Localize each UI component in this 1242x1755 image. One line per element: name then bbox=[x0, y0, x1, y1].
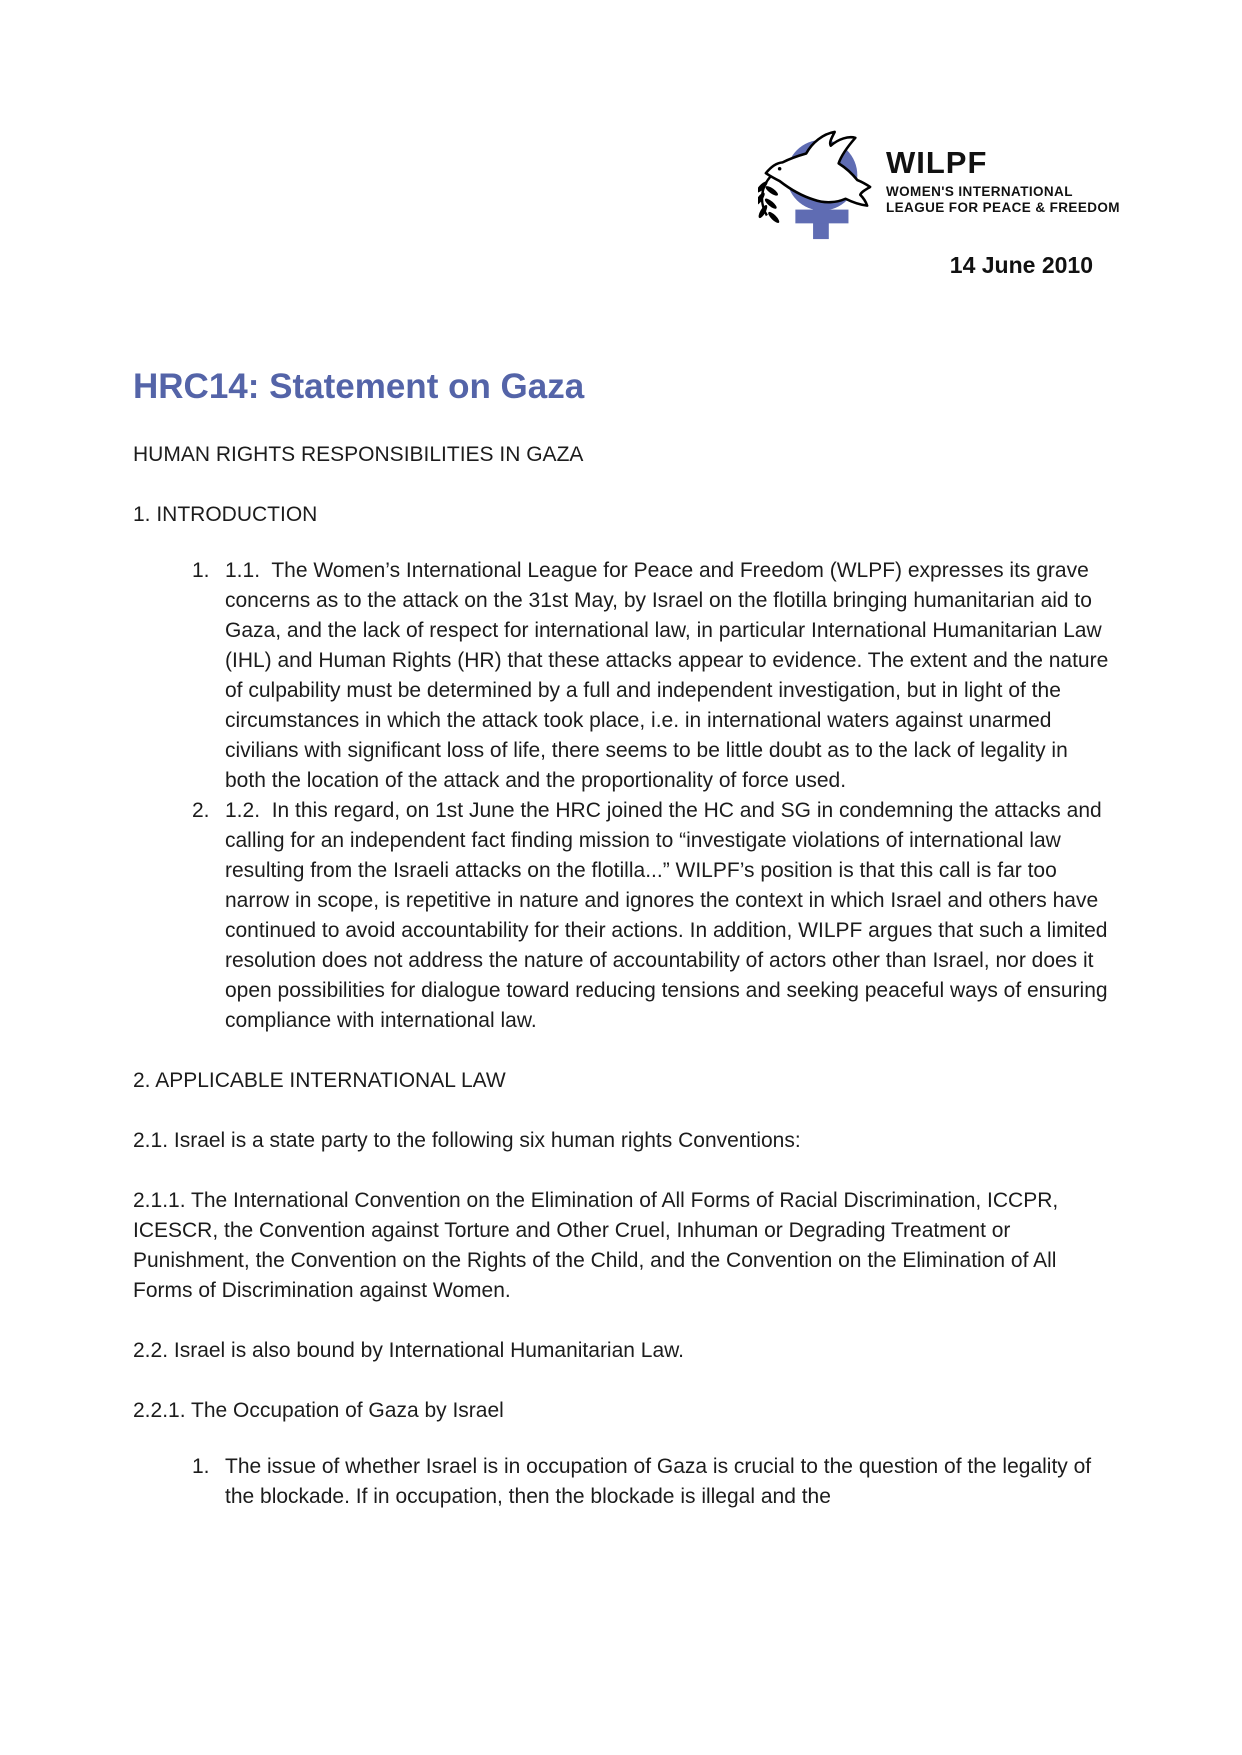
paragraph-2-1: 2.1. Israel is a state party to the following six human rights Conventions: bbox=[133, 1129, 801, 1152]
paragraph-2-1-1: 2.1.1. The International Convention on the Elimination of All Forms of Racial Discrimination, ICCPR, ICESCR, the Convention against Torture and Other Cruel, Inhuman or Degrading Treatment or Punishment, the Convention on the Rights of the Child, and the Convention on the Elimination of All Forms of Discrimination against Women. bbox=[133, 1189, 1065, 1302]
logo-name-line2: LEAGUE FOR PEACE & FREEDOM bbox=[886, 200, 1120, 215]
dove-eye bbox=[778, 167, 782, 171]
section-heading-introduction: 1. INTRODUCTION bbox=[133, 503, 318, 526]
dove-peace-icon bbox=[758, 126, 876, 244]
list-item bbox=[133, 796, 1114, 1036]
list-item bbox=[133, 1452, 1110, 1512]
paragraph-2-2: 2.2. Israel is also bound by International Humanitarian Law. bbox=[133, 1339, 684, 1362]
paragraph-2-2-1: 2.2.1. The Occupation of Gaza by Israel bbox=[133, 1399, 504, 1422]
logo-acronym: WILPF bbox=[886, 145, 988, 180]
document-date: 14 June 2010 bbox=[949, 252, 1093, 278]
list-item-number: 1. bbox=[192, 559, 210, 582]
list-item-text: 1.2. In this regard, on 1st June the HRC joined the HC and SG in condemning the attacks and calling for an independent fact finding mission to “investigate violations of international law resulting from the Israeli attacks on the flotilla...” WILPF’s position is that this call is far too narrow in scope, is repetitive in nature and ignores the context in which Israel and others have continued to avoid accountability for their actions. In addition, WILPF argues that such a limited resolution does not address the nature of accountability of actors other than Israel, nor does it open possibilities for dialogue toward reducing tensions and seeking peaceful ways of ensuring compliance with international law. bbox=[225, 799, 1114, 1032]
page-title: HRC14: Statement on Gaza bbox=[133, 367, 585, 406]
list-item-text: The issue of whether Israel is in occupation of Gaza is crucial to the question of the legality of the blockade. If in occupation, then the blockade is illegal and the bbox=[225, 1455, 1097, 1508]
logo-name-line1: WOMEN'S INTERNATIONAL bbox=[886, 184, 1073, 199]
introduction-list bbox=[133, 556, 1115, 1036]
wilpf-logo bbox=[758, 126, 1120, 244]
occupation-list bbox=[133, 1452, 1110, 1512]
document-subtitle: HUMAN RIGHTS RESPONSIBILITIES IN GAZA bbox=[133, 443, 584, 466]
wilpf-logo-text bbox=[886, 126, 1120, 216]
list-item-text: 1.1. The Women’s International League for Peace and Freedom (WLPF) expresses its grave concerns as to the attack on the 31st May, by Israel on the flotilla bringing humanitarian aid to Gaza, and the lack of respect for international law, in particular International Humanitarian Law (IHL) and Human Rights (HR) that these attacks appear to evidence. The extent and the nature of culpability must be determined by a full and independent investigation, but in light of the circumstances in which the attack took place, i.e. in international waters against unarmed civilians with significant loss of life, there seems to be little doubt as to the lack of legality in both the location of the attack and the proportionality of force used. bbox=[225, 559, 1115, 792]
section-heading-applicable-law: 2. APPLICABLE INTERNATIONAL LAW bbox=[133, 1069, 506, 1092]
list-item-number: 1. bbox=[192, 1455, 210, 1478]
list-item-number: 2. bbox=[192, 799, 210, 822]
list-item bbox=[133, 556, 1115, 796]
